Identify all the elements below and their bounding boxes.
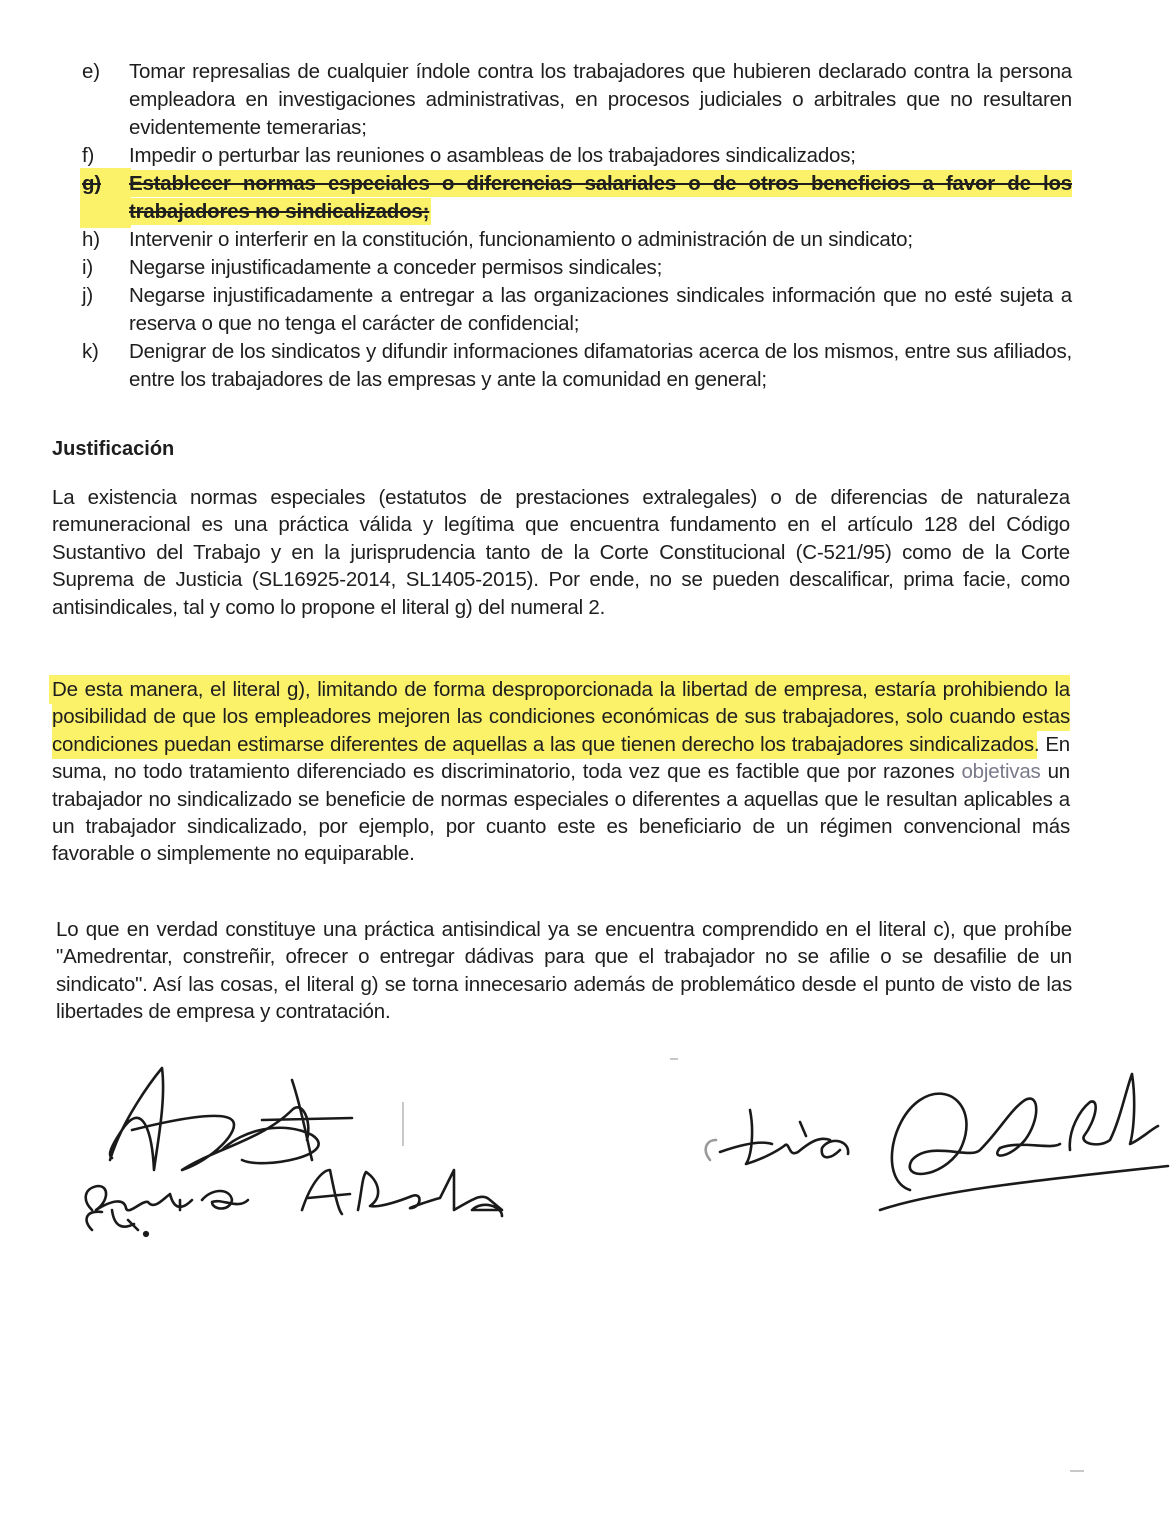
signature-right xyxy=(680,1040,1170,1240)
paragraph-text: un trabajador no sindicalizado se beneficie de normas especiales o diferentes a aquellas que le resultan aplicables a un trabajador sindicalizado, por ejemplo, por cuanto este es beneficiario de un régimen convencional más favorable o simplemente no equiparable. xyxy=(52,760,1070,866)
list-item-k xyxy=(82,338,1072,394)
item-text: Tomar represalias de cualquier índole contra los trabajadores que hubieren declarado contra la persona empleadora en investigaciones administrativas, en procesos judiciales o arbitrales que no resultaren evidentemente temerarias; xyxy=(129,60,1072,139)
item-marker: h) xyxy=(82,228,100,251)
item-marker: g) xyxy=(82,170,129,226)
list-item-g-struck xyxy=(82,170,1072,226)
item-text: Impedir o perturbar las reuniones o asambleas de los trabajadores sindicalizados; xyxy=(129,144,856,167)
scan-artifact xyxy=(1070,1470,1084,1472)
scan-artifact xyxy=(402,1102,404,1146)
item-marker: i) xyxy=(82,256,93,279)
section-heading: Justificación xyxy=(52,438,175,460)
justification-paragraph-1: La existencia normas especiales (estatutos de prestaciones extralegales) o de diferencias de naturaleza remuneracional es una práctica válida y legítima que encuentra fundamento en el artículo 128 del Código Sustantivo del Trabajo y en la jurisprudencia tanto de la Corte Constitucional (C-521/95) como de la Corte Suprema de Justicia (SL16925-2014, SL1405-2015). Por ende, no se pueden descalificar, prima facie, como antisindicales, tal y como lo propone el literal g) del numeral 2. xyxy=(52,486,1070,619)
item-marker: j) xyxy=(82,284,93,307)
list-item-f xyxy=(82,142,1072,170)
item-text: Negarse injustificadamente a entregar a las organizaciones sindicales información que no esté sujeta a reserva o que no tenga el carácter de confidencial; xyxy=(129,284,1072,335)
justification-paragraph-2 xyxy=(52,676,1070,868)
item-text-struck: Establecer normas especiales o diferencias salariales o de otros beneficios a favor de los trabajadores no sindicalizados; xyxy=(129,172,1072,223)
item-text: Negarse injustificadamente a conceder permisos sindicales; xyxy=(129,256,663,279)
signature-left xyxy=(62,1060,522,1240)
list-item-h xyxy=(82,226,1072,254)
item-marker: f) xyxy=(82,144,95,167)
item-marker: e) xyxy=(82,60,100,83)
item-text: Intervenir o interferir en la constitución, funcionamiento o administración de un sindicato; xyxy=(129,228,913,251)
list-item-i xyxy=(82,254,1072,282)
justification-paragraph-3: Lo que en verdad constituye una práctica antisindical ya se encuentra comprendido en el literal c), que prohíbe "Amedrentar, constreñir, ofrecer o entregar dádivas para que el trabajador no se afilie o se desafilie de un sindicato". Así las cosas, el literal g) se torna innecesario además de problemático desde el punto de visto de las libertades de empresa y contratación. xyxy=(56,918,1072,1024)
list-item-j xyxy=(82,282,1072,338)
item-text: Denigrar de los sindicatos y difundir informaciones difamatorias acerca de los mismos, entre sus afiliados, entre los trabajadores de las empresas y ante la comunidad en general; xyxy=(129,340,1072,391)
highlighted-text: De esta manera, el literal g), limitando de forma desproporcionada la libertad de empresa, estaría prohibiendo la posibilidad de que los empleadores mejoren las condiciones económicas de sus trabajadores, solo cuando estas condiciones puedan estimarse diferentes de aquellas a las que tienen derecho los trabajadores sindicalizados xyxy=(52,678,1070,756)
faint-word: objetivas xyxy=(961,760,1041,784)
scan-artifact xyxy=(670,1058,678,1060)
paragraph-text: . En suma, no todo tratamiento diferenciado es discriminatorio, toda vez que es factible que por razones xyxy=(52,732,1070,784)
item-marker: k) xyxy=(82,340,99,363)
article-list xyxy=(82,58,1072,394)
list-item-e xyxy=(82,58,1072,142)
